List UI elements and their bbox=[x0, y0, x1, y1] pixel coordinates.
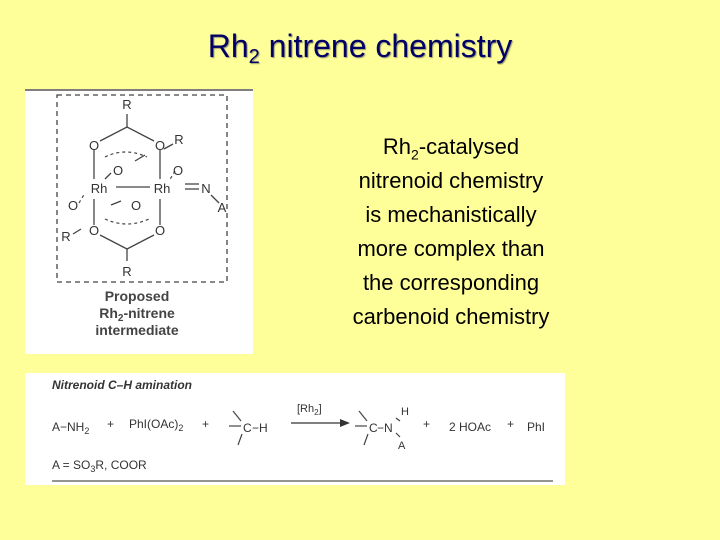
reaction-arrow bbox=[291, 419, 350, 427]
ch-hydrogen: −H bbox=[252, 421, 268, 435]
reactant-amine: $A-NH_2$ bbox=[52, 420, 90, 436]
desc-line-2: nitrenoid chemistry bbox=[358, 168, 544, 193]
product-carbon: C bbox=[369, 421, 378, 435]
product-h: H bbox=[401, 406, 409, 418]
atom-a: A bbox=[217, 200, 227, 215]
plus-3: + bbox=[423, 417, 431, 431]
atom-o6: O bbox=[130, 198, 142, 213]
atom-o7: O bbox=[88, 223, 100, 238]
scheme-heading: Nitrenoid C–H amination bbox=[52, 378, 193, 392]
amination-scheme-figure bbox=[25, 373, 565, 485]
atom-r3: R bbox=[61, 229, 71, 244]
atom-rh-left: Rh bbox=[90, 181, 108, 196]
atom-o3: O bbox=[154, 138, 166, 153]
plus-1: + bbox=[107, 417, 115, 431]
atom-o4: O bbox=[172, 163, 184, 178]
desc-line-3: is mechanistically bbox=[365, 202, 537, 227]
atom-n: N bbox=[201, 181, 211, 196]
desc-line-5: the corresponding bbox=[362, 270, 540, 295]
structure-diagram bbox=[25, 89, 253, 354]
byproduct-iodobenzene: PhI bbox=[527, 420, 546, 434]
product-nitrogen: −N bbox=[377, 421, 393, 435]
atom-r-top: R bbox=[122, 97, 132, 112]
structure-caption bbox=[95, 288, 178, 338]
plus-2: + bbox=[202, 417, 210, 431]
atom-o8: O bbox=[154, 223, 166, 238]
caption-line3: intermediate bbox=[95, 322, 179, 338]
atom-o1: O bbox=[88, 138, 100, 153]
desc-line-4: more complex than bbox=[357, 236, 545, 261]
catalyst-label: $[Rh_2]$ bbox=[297, 403, 322, 417]
atom-r-bottom: R bbox=[122, 264, 132, 279]
plus-4: + bbox=[507, 417, 515, 431]
desc-line-6: carbenoid chemistry bbox=[352, 304, 550, 329]
ch-carbon: C bbox=[243, 421, 252, 435]
atom-rh-right: Rh bbox=[153, 181, 171, 196]
desc-line-1: $Rh_2$-catalysed bbox=[382, 134, 520, 163]
atom-labels bbox=[61, 97, 226, 279]
reactant-oxidant: $PhI(OAc)_2$ bbox=[129, 417, 184, 433]
scheme-equation bbox=[52, 403, 545, 474]
atom-o5: O bbox=[67, 198, 79, 213]
product-a: A bbox=[398, 440, 406, 452]
byproduct-acetic-acid: 2 HOAc bbox=[449, 420, 492, 434]
a-definition: $A = SO_3R$, COOR bbox=[52, 458, 147, 474]
rh2-nitrene-structure-figure bbox=[25, 89, 253, 354]
atom-r2: R bbox=[174, 132, 184, 147]
caption-line2: $Rh_2$-nitrene bbox=[99, 305, 175, 324]
atom-o2: O bbox=[112, 163, 124, 178]
caption-line1: Proposed bbox=[104, 288, 170, 304]
description-text bbox=[320, 130, 582, 334]
slide-title: $Rh_2$ nitrene chemistry bbox=[207, 28, 513, 68]
reaction-scheme bbox=[25, 373, 565, 485]
